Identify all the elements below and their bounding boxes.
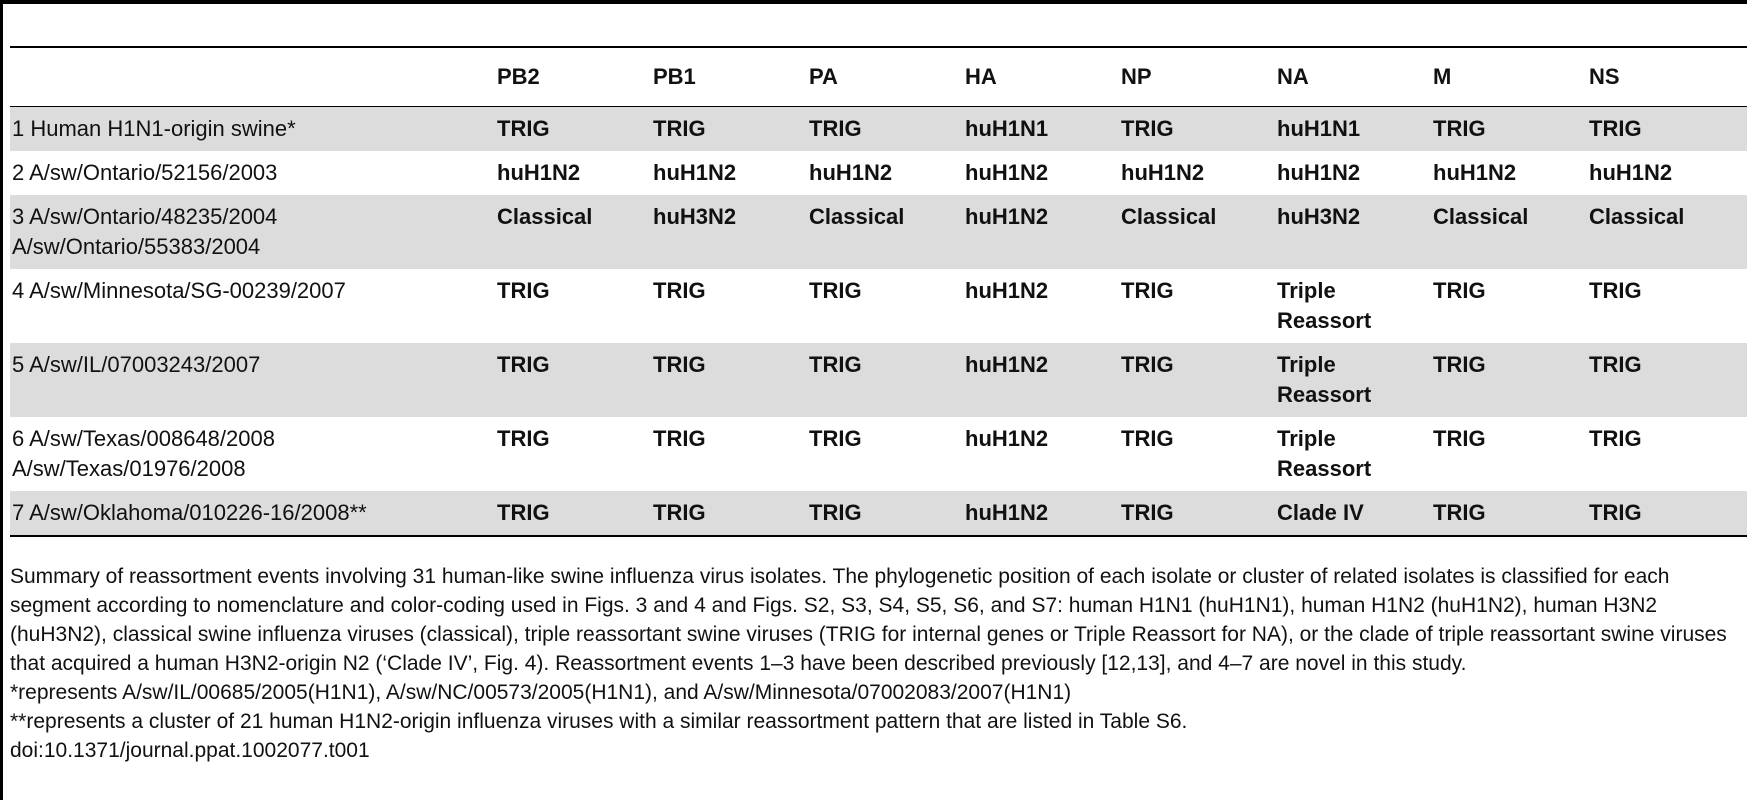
table-summary: Summary of reassortment events involving 31 human-like swine influenza virus isolates. The phylogenetic position of each isolate or cluster of related isolates is classified for each segment according to nomenclature and color-coding used in Figs. 3 and 4 and Figs. S2, S3, S4, S5, S6, and S7: human H1N1 (huH1N1), human H1N2 (huH1N2), human H3N2 (huH3N2), classical swine influenza viruses (classical), triple reassortant swine viruses (TRIG for internal genes or Triple Reassort for NA), or the clade of triple reassortant swine viruses that acquired a human H3N2-origin N2 (‘Clade IV’, Fig. 4). Reassortment events 1–3 have been described previously [12,13], and 4–7 are novel in this study. <box>10 565 1727 675</box>
table-row <box>10 195 1747 269</box>
column-header-isolate <box>10 48 497 107</box>
segment-cell: TRIG <box>1589 426 1642 451</box>
segment-cell: TRIG <box>1121 107 1277 152</box>
segment-cell: TRIG <box>809 491 965 536</box>
segment-cell: TRIG <box>809 343 965 417</box>
segment-cell: TRIG <box>497 491 653 536</box>
table-row <box>10 417 1747 491</box>
column-header-ha: HA <box>965 48 1121 107</box>
segment-cell: Classical <box>497 195 653 269</box>
top-border-rule <box>0 0 1747 4</box>
segment-cell: Classical <box>1121 195 1277 269</box>
column-header-ns: NS <box>1589 48 1747 107</box>
table-row <box>10 491 1747 536</box>
segment-cell: Triple Reassort <box>1277 278 1372 333</box>
segment-cell: TRIG <box>809 278 862 303</box>
segment-cell: TRIG <box>1589 491 1747 536</box>
segment-cell: TRIG <box>1121 278 1174 303</box>
segment-cell: Triple Reassort <box>1277 426 1372 481</box>
segment-cell: Classical <box>1433 195 1589 269</box>
segment-cell: huH1N2 <box>497 160 581 185</box>
isolate-name <box>10 195 497 269</box>
footnote-single-asterisk: *represents A/sw/IL/00685/2005(H1N1), A/sw/NC/00573/2005(H1N1), and A/sw/Minnesota/07002083/2007(H1N1) <box>10 681 1072 704</box>
segment-cell: TRIG <box>1121 343 1277 417</box>
segment-cell: Classical <box>809 195 965 269</box>
isolate-name: 7 A/sw/Oklahoma/010226-16/2008** <box>10 491 497 536</box>
segment-cell: TRIG <box>653 426 706 451</box>
segment-cell: TRIG <box>653 107 809 152</box>
table-row <box>10 343 1747 417</box>
column-header-m: M <box>1433 48 1589 107</box>
segment-cell: TRIG <box>653 343 809 417</box>
segment-cell: TRIG <box>497 343 653 417</box>
segment-cell: TRIG <box>809 107 965 152</box>
table-notes <box>10 562 1747 765</box>
segment-cell: huH3N2 <box>653 195 809 269</box>
segment-cell: huH1N2 <box>965 426 1049 451</box>
segment-cell: huH1N2 <box>1121 160 1205 185</box>
segment-cell: TRIG <box>1433 107 1589 152</box>
segment-cell: huH1N2 <box>653 160 737 185</box>
isolate-name-line1: 6 A/sw/Texas/008648/2008 <box>12 426 275 451</box>
column-header-pa: PA <box>809 48 965 107</box>
segment-cell: TRIG <box>1589 107 1747 152</box>
column-header-na: NA <box>1277 48 1433 107</box>
doi-link[interactable]: doi:10.1371/journal.ppat.1002077.t001 <box>10 739 370 762</box>
segment-cell: huH1N2 <box>965 278 1049 303</box>
segment-cell: huH3N2 <box>1277 195 1433 269</box>
isolate-name-line2: A/sw/Ontario/55383/2004 <box>12 234 261 259</box>
isolate-name-line2: A/sw/Texas/01976/2008 <box>12 456 246 481</box>
isolate-name: 5 A/sw/IL/07003243/2007 <box>10 343 497 417</box>
segment-cell: Clade IV <box>1277 491 1433 536</box>
segment-cell: huH1N2 <box>965 160 1049 185</box>
table-row <box>10 107 1747 152</box>
column-header-np: NP <box>1121 48 1277 107</box>
segment-cell: huH1N2 <box>809 160 893 185</box>
segment-cell: TRIG <box>1433 426 1486 451</box>
segment-cell: huH1N1 <box>965 107 1121 152</box>
reassortment-table-container <box>10 48 1747 537</box>
segment-cell: huH1N2 <box>965 491 1121 536</box>
column-header-pb1: PB1 <box>653 48 809 107</box>
segment-cell: TRIG <box>1433 278 1486 303</box>
segment-cell: TRIG <box>1433 491 1589 536</box>
segment-cell: TRIG <box>809 426 862 451</box>
table-header-row <box>10 48 1747 107</box>
segment-cell: Classical <box>1589 195 1747 269</box>
segment-cell: TRIG <box>653 491 809 536</box>
segment-cell: huH1N2 <box>1277 160 1361 185</box>
segment-cell: huH1N2 <box>1433 160 1517 185</box>
footnote-double-asterisk: **represents a cluster of 21 human H1N2-origin influenza viruses with a similar reassortment pattern that are listed in Table S6. <box>10 710 1188 733</box>
isolate-name: 4 A/sw/Minnesota/SG-00239/2007 <box>12 278 346 303</box>
isolate-name-line1: 3 A/sw/Ontario/48235/2004 <box>12 204 278 229</box>
table-row <box>10 269 1747 343</box>
segment-cell: Triple Reassort <box>1277 343 1433 417</box>
segment-cell: TRIG <box>1589 278 1642 303</box>
isolate-name: 2 A/sw/Ontario/52156/2003 <box>12 160 278 185</box>
segment-cell: huH1N2 <box>1589 160 1673 185</box>
segment-cell: TRIG <box>497 278 550 303</box>
isolate-name: 1 Human H1N1-origin swine* <box>10 107 497 152</box>
isolate-name <box>10 417 497 491</box>
segment-cell: huH1N2 <box>965 343 1121 417</box>
column-header-pb2: PB2 <box>497 48 653 107</box>
reassortment-table <box>10 48 1747 537</box>
segment-cell: TRIG <box>1589 343 1747 417</box>
segment-cell: TRIG <box>497 107 653 152</box>
table-row <box>10 151 1747 195</box>
left-border-rule <box>0 0 3 800</box>
segment-cell: TRIG <box>1121 426 1174 451</box>
segment-cell: TRIG <box>1121 491 1277 536</box>
segment-cell: huH1N2 <box>965 195 1121 269</box>
segment-cell: TRIG <box>497 426 550 451</box>
segment-cell: TRIG <box>1433 343 1589 417</box>
segment-cell: TRIG <box>653 278 706 303</box>
segment-cell: huH1N1 <box>1277 107 1433 152</box>
